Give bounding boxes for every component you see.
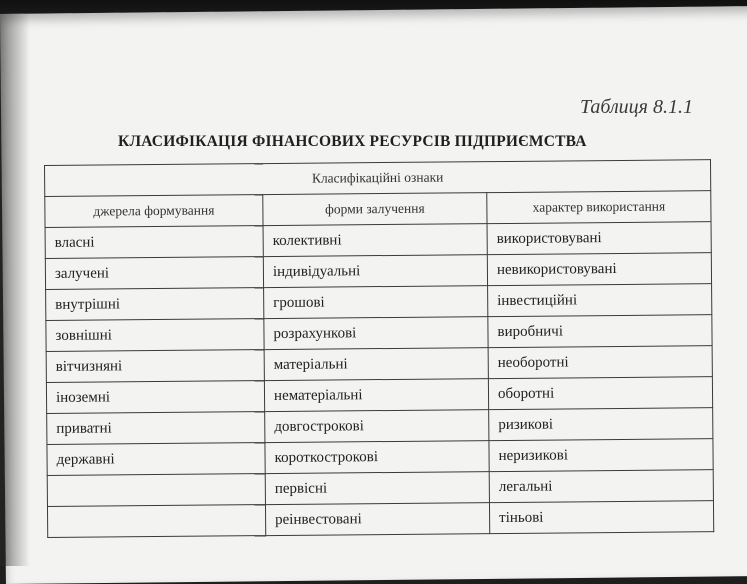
column-header-usage: характер використання [487, 191, 711, 224]
table-cell: вітчизняні [46, 350, 264, 383]
table-cell: залучені [45, 257, 263, 290]
table-cell: використовувані [487, 222, 711, 255]
table-cell: короткострокові [265, 441, 489, 474]
table-cell: іноземні [46, 381, 264, 414]
table-cell: інвестиційні [488, 284, 712, 317]
table-cell: невикористовувані [487, 253, 711, 286]
column-header-forms: форми залучення [263, 193, 487, 226]
table-cell: приватні [47, 412, 265, 445]
table-cell: довгострокові [265, 410, 489, 443]
page-gutter-shadow [0, 14, 30, 566]
table-cell: реінвестовані [265, 503, 489, 536]
table-cell: матеріальні [264, 348, 488, 381]
classification-table [44, 159, 714, 538]
table-cell: зовнішні [46, 319, 264, 352]
table-cell: неризикові [489, 439, 713, 472]
column-header-sources: джерела формування [45, 195, 263, 228]
table-cell: ризикові [489, 408, 713, 441]
table-cell: нематеріальні [264, 379, 488, 412]
table-cell: індивідуальні [263, 255, 487, 288]
table-cell: оборотні [488, 377, 712, 410]
table-cell: державні [47, 443, 265, 476]
table-cell: необоротні [488, 346, 712, 379]
table-cell [47, 505, 265, 538]
table-cell [47, 474, 265, 507]
table-caption: Таблиця 8.1.1 [580, 96, 693, 118]
table-cell: власні [45, 226, 263, 259]
table-cell: тіньові [489, 501, 713, 534]
table-cell: виробничі [488, 315, 712, 348]
table-cell: розрахункові [264, 317, 488, 350]
table-row [47, 501, 713, 538]
group-header-cell: Класифікаційні ознаки [45, 160, 711, 197]
table-cell: грошові [264, 286, 488, 319]
table-cell: колективні [263, 224, 487, 257]
table-cell: первісні [265, 472, 489, 505]
table-cell: легальні [489, 470, 713, 503]
table-cell: внутрішні [46, 288, 264, 321]
table-title: КЛАСИФІКАЦІЯ ФІНАНСОВИХ РЕСУРСІВ ПІДПРИЄМСТВА [118, 133, 587, 150]
